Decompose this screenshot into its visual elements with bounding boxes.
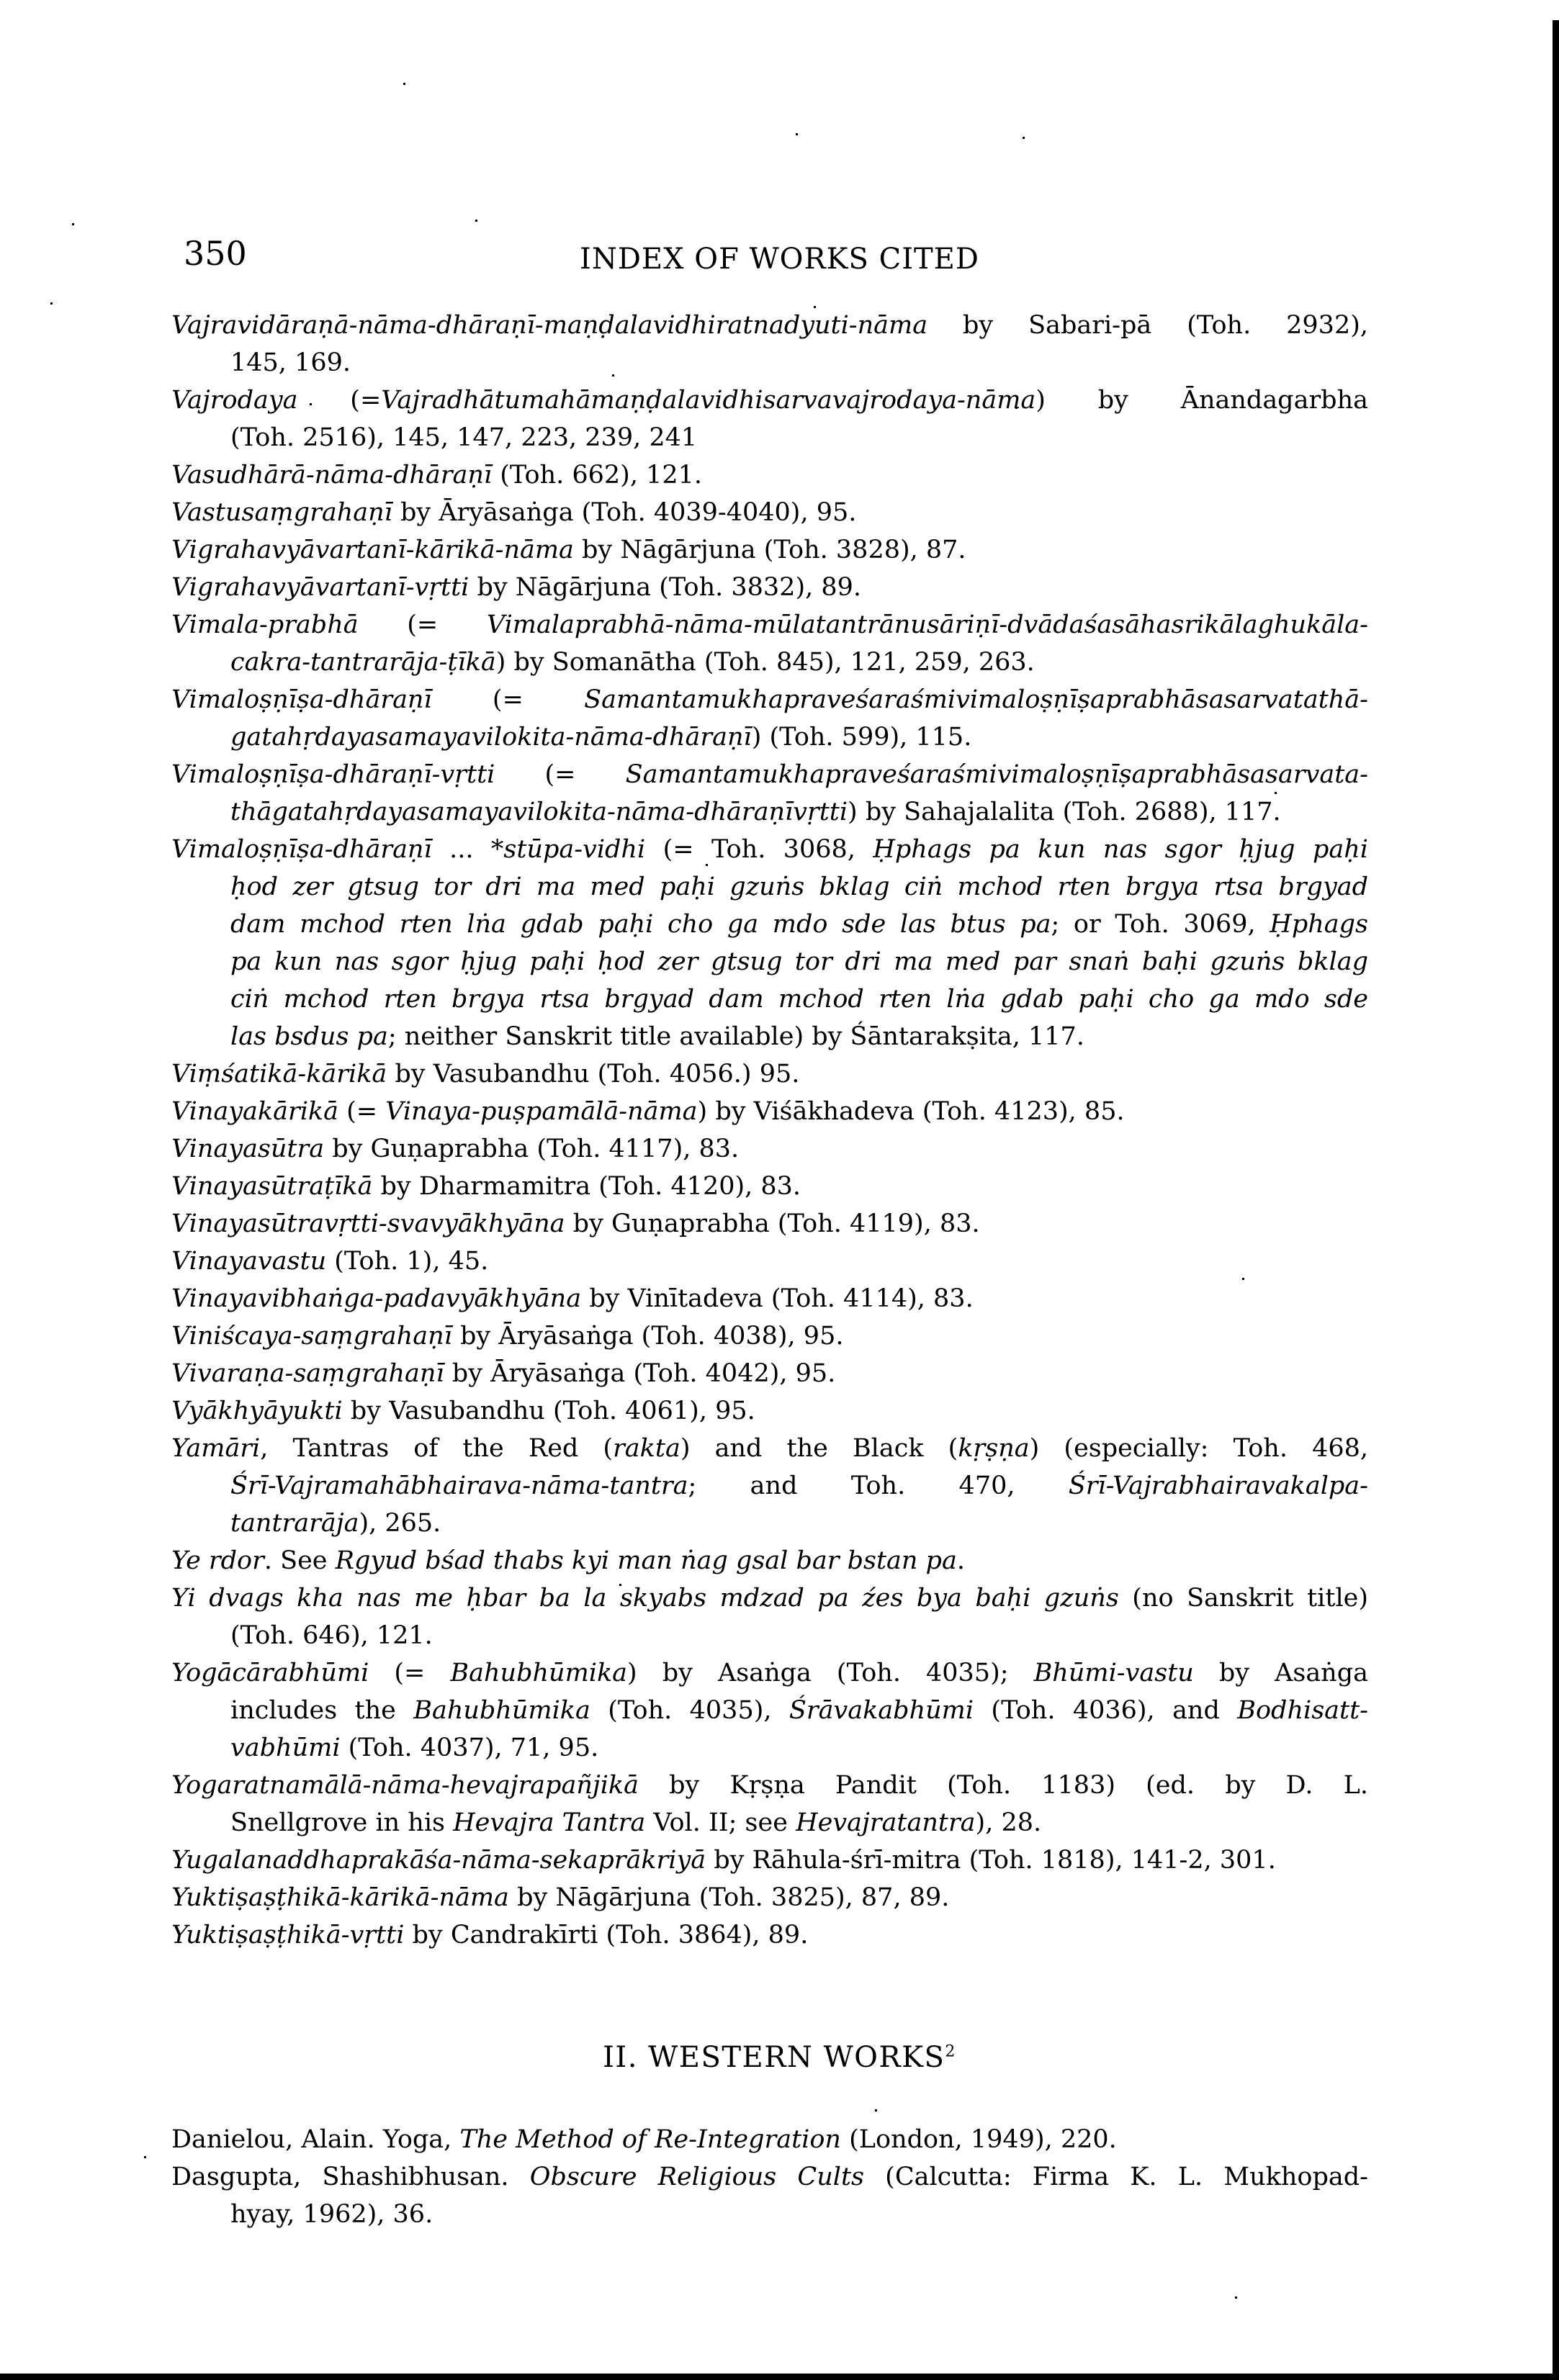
entry-line xyxy=(171,1243,1368,1280)
text-segment: vabhūmi xyxy=(230,1734,341,1762)
page-header xyxy=(0,0,1559,279)
text-segment: by Āryāsaṅga (Toh. 4042), 95. xyxy=(444,1359,836,1388)
text-segment: Bahubhūmika xyxy=(413,1696,590,1725)
text-segment: Hevajra Tantra xyxy=(453,1808,646,1837)
text-segment: (Toh. 4037), 71, 95. xyxy=(340,1734,599,1762)
index-entry xyxy=(171,681,1368,756)
text-segment: by Dharmamitra (Toh. 4120), 83. xyxy=(372,1172,801,1201)
entry-line xyxy=(171,756,1368,793)
index-entry xyxy=(171,1579,1368,1654)
index-entry xyxy=(171,1355,1368,1392)
text-segment: Danielou, Alain. Yoga, xyxy=(171,2125,460,2154)
text-segment: Vastusaṃgrahaṇī xyxy=(171,498,392,527)
text-segment: tantrarāja xyxy=(230,1509,359,1538)
index-entry xyxy=(171,1767,1368,1842)
text-segment: cakra-tantrarāja-ṭīkā xyxy=(230,648,496,677)
entry-line xyxy=(171,307,1368,344)
entry-line xyxy=(171,382,1368,419)
western-entry xyxy=(171,2158,1368,2233)
entry-line xyxy=(171,681,1368,718)
text-segment: ciṅ mchod rten brgya rtsa brgyad dam mchod rten lṅa gdab paḥi cho ga mdo sde xyxy=(230,985,1368,1014)
text-segment: Vimala-prabhā xyxy=(171,610,359,639)
text-segment: (= xyxy=(297,386,382,415)
text-segment: rakta xyxy=(613,1434,680,1463)
text-segment: hyay, 1962), 36. xyxy=(230,2200,433,2229)
section-heading-western-works xyxy=(0,2037,1559,2078)
text-segment: Dasgupta, Shashibhusan. xyxy=(171,2163,530,2191)
index-entry xyxy=(171,1916,1368,1954)
index-entry xyxy=(171,756,1368,831)
text-segment: Ḥphags xyxy=(1270,910,1368,939)
entry-line xyxy=(171,981,1368,1018)
index-entry xyxy=(171,831,1368,1055)
text-segment: (Calcutta: Firma K. L. Mukhopad- xyxy=(863,2163,1368,2191)
text-segment: ; or Toh. 3069, xyxy=(1051,910,1270,939)
entry-line xyxy=(171,1804,1368,1842)
text-segment: Viniścaya-saṃgrahaṇī xyxy=(171,1322,452,1351)
index-entry xyxy=(171,1243,1368,1280)
text-segment: las bsdus pa xyxy=(230,1022,388,1051)
text-segment: (Toh. 4035), xyxy=(590,1696,789,1725)
text-segment: (London, 1949), 220. xyxy=(840,2125,1117,2154)
text-segment: Vigrahavyāvartanī-vṛtti xyxy=(171,573,470,602)
text-segment: (= Toh. 3068, xyxy=(645,835,873,864)
text-segment: . See xyxy=(264,1546,336,1575)
text-segment: (= xyxy=(495,760,626,789)
index-entry xyxy=(171,494,1368,531)
text-segment: Vajradhātumahāmaṇḍalavidhisarvavajrodaya-nāma xyxy=(381,386,1036,415)
index-entry xyxy=(171,1392,1368,1430)
text-segment: Ye rdor xyxy=(171,1546,264,1575)
page-title: INDEX OF WORKS CITED xyxy=(580,243,979,276)
entry-line xyxy=(171,1916,1368,1954)
index-works-cited-list xyxy=(0,307,1559,1954)
text-segment: Ḥphags pa kun nas sgor ḥjug paḥi xyxy=(873,835,1368,864)
text-segment: (= xyxy=(338,1097,386,1126)
entry-line xyxy=(171,344,1368,382)
index-entry xyxy=(171,307,1368,382)
entry-line xyxy=(171,1579,1368,1617)
entry-line xyxy=(171,1505,1368,1542)
text-segment: Vol. II; see xyxy=(645,1808,796,1837)
entry-line xyxy=(171,644,1368,681)
text-segment: pa kun nas sgor ḥjug paḥi ḥod zer gtsug tor dri ma med par snaṅ baḥi gzuṅs bklag xyxy=(230,947,1368,976)
text-segment: Bhūmi-vastu xyxy=(1033,1659,1194,1687)
text-segment: Snellgrove in his xyxy=(230,1808,454,1837)
text-segment: by Rāhula-śrī-mitra (Toh. 1818), 141-2, 301. xyxy=(706,1846,1276,1875)
text-segment: by Guṇaprabha (Toh. 4119), 83. xyxy=(565,1209,980,1238)
text-segment: II. WESTERN WORKS xyxy=(603,2041,945,2074)
entry-line xyxy=(171,456,1368,494)
text-segment: Vivaraṇa-saṃgrahaṇī xyxy=(171,1359,444,1388)
text-segment: ) by Somanātha (Toh. 845), 121, 259, 263. xyxy=(495,648,1035,677)
entry-line xyxy=(171,1692,1368,1729)
index-entry xyxy=(171,531,1368,569)
text-segment: by Nāgārjuna (Toh. 3828), 87. xyxy=(573,536,966,564)
text-segment: ) by Ānandagarbha xyxy=(1035,386,1369,415)
entry-line xyxy=(171,2196,1368,2233)
entry-line xyxy=(171,531,1368,569)
text-segment: Bahubhūmika xyxy=(450,1659,628,1687)
text-segment: Vimaloṣṇīṣa-dhāraṇī-vṛtti xyxy=(171,760,495,789)
text-segment: Vajrodaya xyxy=(171,386,298,415)
index-entry xyxy=(171,1055,1368,1093)
text-segment: Yogācārabhūmi xyxy=(171,1659,369,1687)
text-segment: stūpa-vidhi xyxy=(503,835,646,864)
text-segment: (= xyxy=(431,685,585,714)
entry-line xyxy=(171,1542,1368,1579)
entry-line xyxy=(171,1055,1368,1093)
index-entry xyxy=(171,1654,1368,1767)
text-segment: Vasudhārā-nāma-dhāraṇī xyxy=(171,461,493,490)
text-segment: by Nāgārjuna (Toh. 3825), 87, 89. xyxy=(508,1883,950,1912)
text-segment: (Toh. 1), 45. xyxy=(326,1247,489,1276)
text-segment: ) and the Black ( xyxy=(680,1434,958,1463)
index-entry xyxy=(171,569,1368,606)
text-segment: Vinaya-puṣpamālā-nāma xyxy=(385,1097,698,1126)
text-segment: by Asaṅga xyxy=(1193,1659,1368,1687)
text-segment: ) by Viśākhadeva (Toh. 4123), 85. xyxy=(697,1097,1125,1126)
text-segment: Vyākhyāyukti xyxy=(171,1397,343,1425)
scan-bottom-edge-bar xyxy=(0,2374,1559,2380)
text-segment: Vimaloṣṇīṣa-dhāraṇī xyxy=(171,685,432,714)
text-segment: Obscure Religious Cults xyxy=(529,2163,864,2191)
text-segment: 2 xyxy=(945,2042,956,2061)
text-segment: Samantamukhapraveśaraśmivimaloṣṇīṣaprabhāsasarvata- xyxy=(625,760,1368,789)
text-segment: Vinayavibhaṅga-padavyākhyāna xyxy=(171,1284,582,1313)
western-entry xyxy=(171,2121,1368,2158)
index-entry xyxy=(171,1430,1368,1542)
text-segment: gatahṛdayasamayavilokita-nāma-dhāraṇī xyxy=(230,723,752,752)
text-segment: Vinayasūtra xyxy=(171,1135,325,1163)
text-segment: Śrī-Vajrabhairavakalpa- xyxy=(1068,1471,1368,1500)
text-segment: Yi dvags kha nas me ḥbar ba la skyabs mdzad pa źes bya baḥi gzuṅs xyxy=(171,1584,1119,1613)
entry-line xyxy=(171,1130,1368,1168)
text-segment: Śrī-Vajramahābhairava-nāma-tantra xyxy=(230,1471,688,1500)
entry-line xyxy=(171,906,1368,943)
entry-line xyxy=(171,831,1368,868)
index-entry xyxy=(171,456,1368,494)
index-entry xyxy=(171,1093,1368,1130)
text-segment: includes the xyxy=(230,1696,414,1725)
text-segment: (= xyxy=(369,1659,451,1687)
text-segment: Vinayakārikā xyxy=(171,1097,338,1126)
text-segment: (Toh. 2516), 145, 147, 223, 239, 241 xyxy=(230,423,698,452)
entry-line xyxy=(171,1317,1368,1355)
text-segment: by Kṛṣṇa Pandit (Toh. 1183) (ed. by D. L. xyxy=(639,1771,1368,1800)
scan-page-edge-line xyxy=(1553,20,1559,2380)
text-segment: by Guṇaprabha (Toh. 4117), 83. xyxy=(324,1135,740,1163)
text-segment: (Toh. 4036), and xyxy=(974,1696,1238,1725)
entry-line xyxy=(171,793,1368,831)
entry-line xyxy=(171,569,1368,606)
index-entry xyxy=(171,1317,1368,1355)
text-segment: ) by Sahajalalita (Toh. 2688), 117. xyxy=(848,798,1281,826)
entry-line xyxy=(171,1467,1368,1505)
index-entry xyxy=(171,1205,1368,1243)
entry-line xyxy=(171,1018,1368,1055)
text-segment: (Toh. 662), 121. xyxy=(492,461,703,490)
entry-line xyxy=(171,1767,1368,1804)
entry-line xyxy=(171,2158,1368,2196)
text-segment: Yuktiṣaṣṭhikā-kārikā-nāma xyxy=(171,1883,509,1912)
text-segment: Vinayavastu xyxy=(171,1247,327,1276)
text-segment: ), 265. xyxy=(359,1509,441,1538)
index-entry xyxy=(171,1842,1368,1879)
entry-line xyxy=(171,718,1368,756)
text-segment: by Āryāsaṅga (Toh. 4038), 95. xyxy=(451,1322,844,1351)
index-entry xyxy=(171,1542,1368,1579)
western-works-list xyxy=(0,2121,1559,2233)
entry-line xyxy=(171,1355,1368,1392)
index-entry xyxy=(171,382,1368,456)
text-segment: ḥod zer gtsug tor dri ma med paḥi gzuṅs bklag ciṅ mchod rten brgya rtsa brgyad xyxy=(230,873,1368,901)
entry-line xyxy=(171,1879,1368,1916)
text-segment: Hevajratantra xyxy=(796,1808,976,1837)
index-entry xyxy=(171,1130,1368,1168)
entry-line xyxy=(171,1205,1368,1243)
text-segment: by Vasubandhu (Toh. 4061), 95. xyxy=(342,1397,755,1425)
entry-line xyxy=(171,494,1368,531)
entry-line xyxy=(171,943,1368,981)
text-segment: Rgyud bśad thabs kyi man ṅag gsal bar bstan pa xyxy=(335,1546,957,1575)
text-segment: by Candrakīrti (Toh. 3864), 89. xyxy=(404,1921,809,1949)
text-segment: Vimaloṣṇīṣa-dhāraṇī xyxy=(171,835,432,864)
entry-line xyxy=(171,1430,1368,1467)
text-segment: by Āryāsaṅga (Toh. 4039-4040), 95. xyxy=(392,498,857,527)
index-entry xyxy=(171,1168,1368,1205)
text-segment: Viṃśatikā-kārikā xyxy=(171,1060,387,1088)
entry-line xyxy=(171,1168,1368,1205)
text-segment: dam mchod rten lṅa gdab paḥi cho ga mdo sde las btus pa xyxy=(230,910,1051,939)
text-segment: Yuktiṣaṣṭhikā-vṛtti xyxy=(171,1921,405,1949)
entry-line xyxy=(171,1093,1368,1130)
entry-line xyxy=(171,1280,1368,1317)
index-entry xyxy=(171,606,1368,681)
text-segment: Bodhisatt- xyxy=(1237,1696,1368,1725)
page-number: 350 xyxy=(184,234,247,273)
text-segment: Śrāvakabhūmi xyxy=(789,1696,974,1725)
text-segment: by Nāgārjuna (Toh. 3832), 89. xyxy=(469,573,862,602)
text-segment: kṛṣṇa xyxy=(958,1434,1030,1463)
entry-line xyxy=(171,1729,1368,1767)
text-segment: by Vinītadeva (Toh. 4114), 83. xyxy=(581,1284,974,1313)
text-segment: Vimalaprabhā-nāma-mūlatantrānusāriṇī-dvādaśasāhasrikālaghukāla- xyxy=(486,610,1368,639)
text-segment: Yugalanaddhaprakāśa-nāma-sekaprākriyā xyxy=(171,1846,706,1875)
text-segment: ... * xyxy=(431,835,504,864)
text-segment: Yamāri xyxy=(171,1434,261,1463)
text-segment: Vajravidāraṇā-nāma-dhāraṇī-maṇḍalavidhiratnadyuti-nāma xyxy=(171,311,928,340)
text-segment: Vigrahavyāvartanī-kārikā-nāma xyxy=(171,536,574,564)
text-segment: ) (especially: Toh. 468, xyxy=(1029,1434,1368,1463)
text-segment: ), 28. xyxy=(975,1808,1042,1837)
text-segment: The Method of Re-Integration xyxy=(459,2125,841,2154)
entry-line xyxy=(171,1392,1368,1430)
entry-line xyxy=(171,606,1368,644)
text-segment: by Vasubandhu (Toh. 4056.) 95. xyxy=(387,1060,800,1088)
entry-line xyxy=(171,1617,1368,1654)
entry-line xyxy=(171,868,1368,906)
text-segment: Vinayasūtravṛtti-svavyākhyāna xyxy=(171,1209,565,1238)
text-segment: ) (Toh. 599), 115. xyxy=(751,723,972,752)
entry-line xyxy=(171,1842,1368,1879)
text-segment: ; neither Sanskrit title available) by Śāntarakṣita, 117. xyxy=(387,1022,1084,1051)
text-segment: Vinayasūtraṭīkā xyxy=(171,1172,373,1201)
text-segment: . xyxy=(956,1546,965,1575)
text-segment: by Sabari-pā (Toh. 2932), xyxy=(927,311,1368,340)
text-segment: , Tantras of the Red ( xyxy=(260,1434,614,1463)
text-segment: Yogaratnamālā-nāma-hevajrapañjikā xyxy=(171,1771,639,1800)
index-entry xyxy=(171,1879,1368,1916)
text-segment: ; and Toh. 470, xyxy=(688,1471,1069,1500)
entry-line xyxy=(171,1654,1368,1692)
text-segment: (= xyxy=(358,610,487,639)
entry-line xyxy=(171,2121,1368,2158)
text-segment: 145, 169. xyxy=(230,348,351,377)
text-segment: (no Sanskrit title) xyxy=(1118,1584,1369,1613)
text-segment: Samantamukhapraveśaraśmivimaloṣṇīṣaprabhāsasarvatathā- xyxy=(584,685,1368,714)
text-segment: ) by Asaṅga (Toh. 4035); xyxy=(627,1659,1034,1687)
text-segment: (Toh. 646), 121. xyxy=(230,1621,433,1650)
text-segment: thāgatahṛdayasamayavilokita-nāma-dhāraṇīvṛtti xyxy=(230,798,848,826)
entry-line xyxy=(171,419,1368,456)
index-entry xyxy=(171,1280,1368,1317)
